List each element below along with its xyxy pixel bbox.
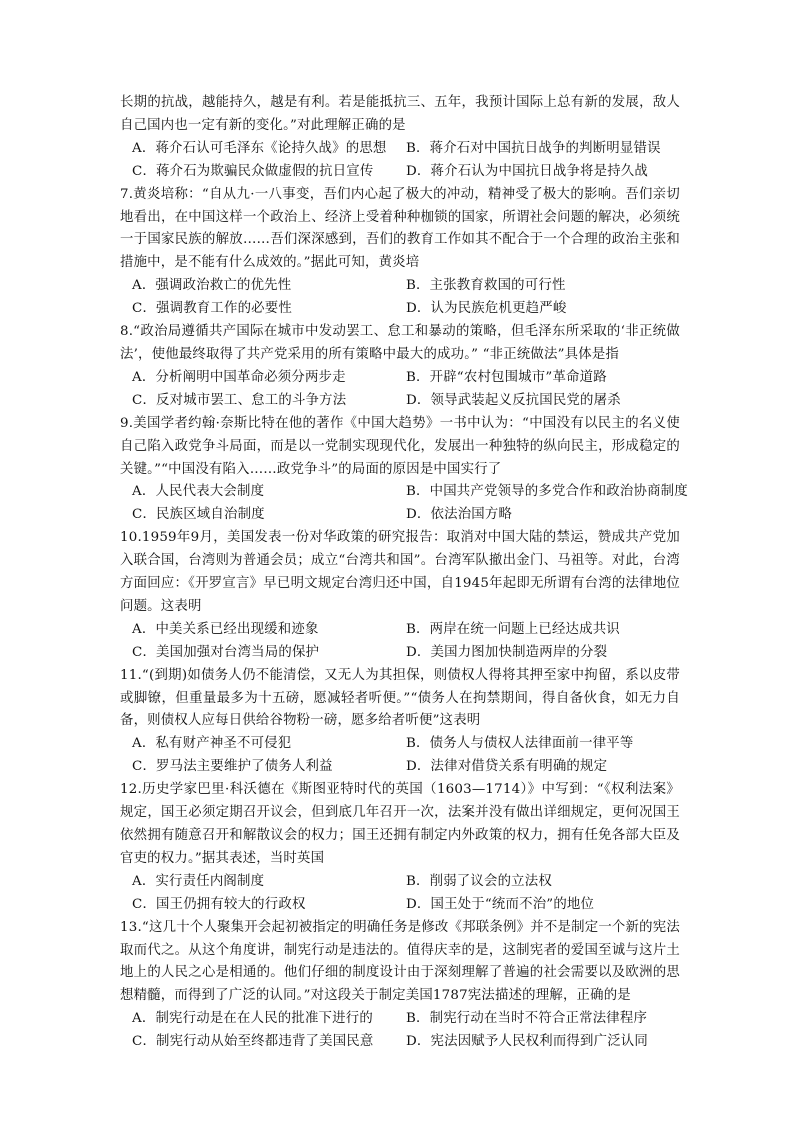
option-d: D．认为民族危机更趋严峻 xyxy=(406,301,567,317)
question-stem: 8.“政治局遵循共产国际在城市中发动罢工、怠工和暴动的策略，但毛泽东所采取的‘非正统做法’，使他最终取得了共产党采用的所有策略中最大的成功。” “非正统做法”具体是指 xyxy=(120,324,680,362)
option-d: D．法律对借贷关系有明确的规定 xyxy=(406,759,608,775)
option-c: C．国王仍拥有较大的行政权 xyxy=(132,896,306,912)
question-8 xyxy=(120,321,680,413)
option-a: A．私有财产神圣不可侵犯 xyxy=(132,736,292,752)
question-stem: 12.历史学家巴里·科沃德在《斯图亚特时代的英国（1603—1714）》中写到：“《权利法案》规定，国王必须定期召开议会，但到底几年召开一次，法案并没有做出详细规定，更何况国王依然拥有随意召开和解散议会的权力；国王还拥有制定内外政策的权力，拥有任免各部大臣及官吏的权力。”据其表述，当时英国 xyxy=(120,782,680,866)
option-b: B．蒋介石对中国抗日战争的判断明显错误 xyxy=(406,140,661,156)
option-b: B．债务人与债权人法律面前一律平等 xyxy=(406,736,634,752)
option-a: A．蒋介石认可毛泽东《论持久战》的思想 xyxy=(132,140,387,156)
question-stem: 7.黄炎培称：“自从九·一八事变，吾们内心起了极大的冲动，精神受了极大的影响。吾们亲切地看出，在中国这样一个政治上、经济上受着种种枷锁的国家，所谓社会问题的解决，必须统一于国家民族的解放……吾们深深感到，吾们的教育工作如其不配合于一个合理的政治主张和措施中，是不能有什么成效的。”据此可知，黄炎培 xyxy=(120,186,680,271)
option-a: A．人民代表大会制度 xyxy=(132,484,265,500)
option-c: C．民族区域自治制度 xyxy=(132,507,265,523)
option-a: A．分析阐明中国革命必须分两步走 xyxy=(132,369,346,385)
answer-options xyxy=(120,367,680,413)
option-b: B．中国共产党领导的多党合作和政治协商制度 xyxy=(406,484,688,500)
option-d: D．宪法因赋予人民权利而得到广泛认同 xyxy=(406,1034,648,1050)
option-d: D．蒋介石认为中国抗日战争将是持久战 xyxy=(406,163,648,179)
option-c: C．美国加强对台湾当局的保护 xyxy=(132,644,320,660)
option-d: D．国王处于“统而不治”的地位 xyxy=(406,896,595,912)
option-b: B．削弱了议会的立法权 xyxy=(406,873,552,889)
answer-options xyxy=(120,1008,680,1054)
option-a: A．中美关系已经出现缓和迹象 xyxy=(132,621,319,637)
question-stem: 11.“(到期)如债务人仍不能清偿，又无人为其担保，则债权人得将其押至家中拘留，系以皮带或脚镣，但重量最多为十五磅，愿减轻者听便。”“债务人在拘禁期间，得自备伙食，如无力自备，则债权人应每日供给谷物粉一磅，愿多给者听便”这表明 xyxy=(120,667,680,729)
question-13 xyxy=(120,917,680,1054)
question-10 xyxy=(120,527,680,664)
question-7 xyxy=(120,184,680,321)
option-c: C．反对城市罢工、怠工的斗争方法 xyxy=(132,392,347,408)
question-stem: 13.“这几十个人聚集开会起初被指定的明确任务是修改《邦联条例》并不是制定一个新的宪法取而代之。从这个角度讲，制宪行动是违法的。值得庆幸的是，这制宪者的爱国至诚与这片土地上的人民之心是相通的。他们仔细的制度设计由于深刻理解了普遍的社会需要以及欧洲的思想精髓，而得到了广泛的认同。”对这段关于制定美国1787宪法描述的理解，正确的是 xyxy=(120,919,680,1004)
question-9 xyxy=(120,413,688,528)
question-stem: 9.美国学者约翰·奈斯比特在他的著作《中国大趋势》一书中认为：“中国没有以民主的名义使自己陷入政党争斗局面，而是以一党制实现现代化，发展出一种独特的纵向民主，形成稳定的关键。”“中国没有陷入……政党争斗”的局面的原因是中国实行了 xyxy=(120,415,680,477)
exam-page xyxy=(120,92,688,1054)
answer-options xyxy=(120,138,680,184)
answer-options xyxy=(120,733,680,779)
option-b: B．主张教育救国的可行性 xyxy=(406,278,566,294)
question-stem: 长期的抗战，越能持久，越是有利。若是能抵抗三、五年，我预计国际上总有新的发展，敌人自己国内也一定有新的变化。”对此理解正确的是 xyxy=(120,95,680,133)
option-d: D．美国力图加快制造两岸的分裂 xyxy=(406,644,608,660)
question-6-tail xyxy=(120,92,680,184)
question-stem: 10.1959年9月，美国发表一份对华政策的研究报告：取消对中国大陆的禁运，赞成共产党加入联合国，台湾则为普通会员；成立“台湾共和国”。台湾军队撤出金门、马祖等。对此，台湾方面回应：《开罗宣言》早已明文规定台湾归还中国，自1945年起即无所谓有台湾的法律地位问题。这表明 xyxy=(120,530,680,614)
option-d: D．依法治国方略 xyxy=(406,507,513,523)
answer-options xyxy=(120,275,680,321)
option-c: C．罗马法主要维护了债务人利益 xyxy=(132,759,333,775)
option-b: B．两岸在统一问题上已经达成共识 xyxy=(406,621,620,637)
option-a: A．强调政治救亡的优先性 xyxy=(132,278,292,294)
answer-options xyxy=(120,481,688,527)
question-11 xyxy=(120,665,680,780)
option-c: C．蒋介石为欺骗民众做虚假的抗日宣传 xyxy=(132,163,374,179)
option-a: A．制宪行动是在在人民的批准下进行的 xyxy=(132,1011,373,1027)
option-b: B．开辟“农村包围城市”革命道路 xyxy=(406,369,607,385)
question-12 xyxy=(120,779,680,916)
option-d: D．领导武装起义反抗国民党的屠杀 xyxy=(406,392,621,408)
option-c: C．强调教育工作的必要性 xyxy=(132,301,292,317)
option-c: C．制宪行动从始至终都违背了美国民意 xyxy=(132,1034,374,1050)
answer-options xyxy=(120,619,680,665)
option-a: A．实行责任内阁制度 xyxy=(132,873,265,889)
option-b: B．制宪行动在当时不符合正常法律程序 xyxy=(406,1011,648,1027)
answer-options xyxy=(120,871,680,917)
